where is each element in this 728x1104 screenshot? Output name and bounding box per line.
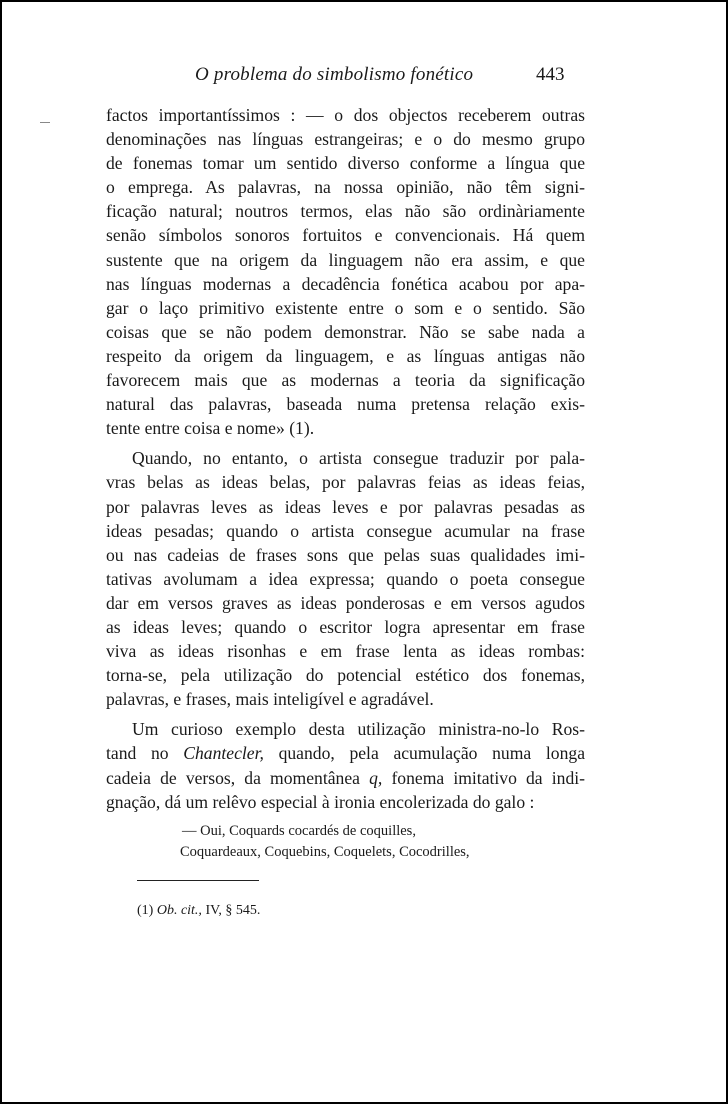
footnote — [137, 903, 260, 919]
footnote-reference: IV, § 545. — [205, 903, 261, 918]
footnote-marker: (1) — [137, 903, 154, 918]
text-line: por palavras leves as ideas leves e por palavras pesadas as — [106, 496, 585, 517]
text-run: cadeia de versos, da momentânea — [106, 767, 370, 788]
text-line: ou nas cadeias de frases sons que pelas suas qualidades imi- — [106, 544, 585, 565]
text-line: o emprega. As palavras, na nossa opinião, não têm signi- — [106, 177, 585, 198]
text-line: as ideas leves; quando o escritor logra apresentar em frase — [106, 616, 585, 637]
running-title: O problema do simbolismo fonético — [195, 64, 474, 85]
text-line: ficação natural; noutros termos, elas não são ordinàriamente — [106, 201, 585, 222]
text-line: tativas avolumam a idea expressa; quando o poeta consegue — [106, 568, 585, 589]
text-line: nas línguas modernas a decadência fonética acabou por apa- — [106, 273, 585, 294]
text-line: de fonemas tomar um sentido diverso conforme a língua que — [106, 153, 585, 174]
verse-quote — [180, 821, 470, 863]
text-line: gar o laço primitivo existente entre o som e o sentido. São — [106, 297, 585, 318]
text-run: quando, pela acumulação numa longa — [263, 743, 586, 764]
text-line: viva as ideas risonhas e em frase lenta as ideas rombas: — [106, 641, 585, 662]
footnote-source: Ob. cit., — [156, 903, 202, 918]
paragraph-2 — [106, 446, 585, 711]
paragraph-3 — [106, 717, 585, 813]
text-line: vras belas as ideas belas, por palavras feias as ideas feias, — [106, 472, 585, 493]
text-line: senão símbolos sonoros fortuitos e convencionais. Há quem — [106, 225, 585, 246]
text-line: denominações nas línguas estrangeiras; e o do mesmo grupo — [106, 129, 585, 150]
text-line: natural das palavras, baseada numa pretensa relação exis- — [106, 394, 585, 415]
phoneme-q: q, — [369, 767, 383, 788]
text-line: coisas que se não podem demonstrar. Não se sabe nada a — [106, 321, 585, 342]
text-line: favorecem mais que as modernas a teoria da significação — [106, 370, 585, 391]
text-line — [106, 741, 585, 765]
text-run: tand no — [106, 743, 184, 764]
text-line: Quando, no entanto, o artista consegue traduzir por pala- — [132, 448, 585, 469]
text-line: tente entre coisa e nome» (1). — [106, 418, 315, 439]
text-line: factos importantíssimos : — o dos objectos receberem outras — [106, 105, 585, 125]
text-line: sustente que na origem da linguagem não era assim, e que — [106, 249, 585, 270]
text-line: respeito da origem da linguagem, e as línguas antigas não — [106, 345, 585, 366]
text-line — [106, 766, 585, 790]
text-line: gnação, dá um relêvo especial à ironia encolerizada do galo : — [106, 791, 535, 812]
text-line: ideas pesadas; quando o artista consegue acumular na frase — [106, 520, 585, 541]
verse-line: — Oui, Coquards cocardés de coquilles, — [182, 823, 416, 839]
paragraph-1 — [106, 103, 585, 440]
text-line: palavras, e frases, mais inteligível e agradável. — [106, 689, 434, 710]
text-line: torna-se, pela utilização do potencial estético dos fonemas, — [106, 665, 585, 686]
page-number: 443 — [536, 64, 565, 85]
body-text — [106, 103, 585, 814]
text-line: Um curioso exemplo desta utilização ministra-no-lo Ros- — [132, 719, 585, 740]
footnote-rule — [137, 880, 259, 881]
text-run: fonema imitativo da indi- — [382, 767, 585, 788]
margin-mark — [40, 122, 50, 123]
work-title: Chantecler, — [183, 743, 264, 764]
verse-line: Coquardeaux, Coquebins, Coquelets, Cocodrilles, — [180, 844, 470, 860]
text-line: dar em versos graves as ideas ponderosas e em versos agudos — [106, 592, 585, 613]
